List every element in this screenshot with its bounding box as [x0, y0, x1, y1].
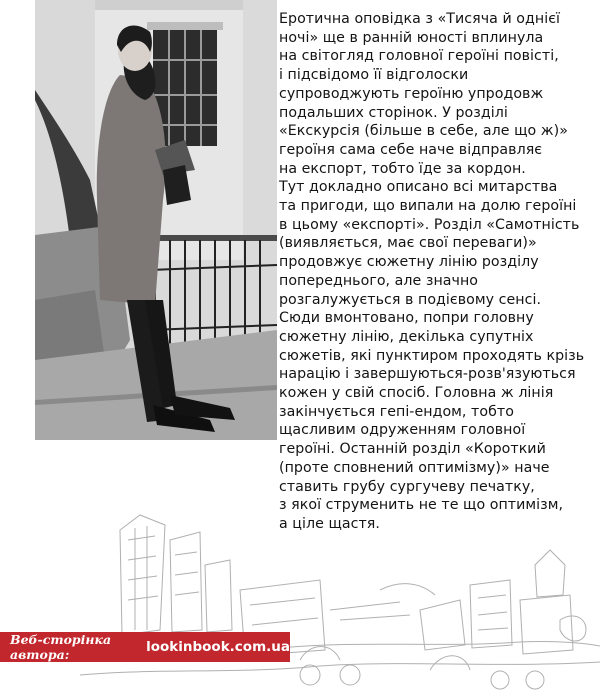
author-photo [35, 0, 277, 440]
body-line: ночі» ще в ранній юності вплинула [279, 29, 544, 46]
body-line: попереднього, але значно [279, 272, 479, 289]
body-line: «Екскурсія (більше в себе, але що ж)» [279, 123, 568, 140]
body-line: на експорт, тобто їде за кордон. [279, 160, 526, 177]
body-line: Еротична оповідка з «Тисяча й однієї [279, 11, 561, 27]
body-line: кожен у свій спосіб. Головна ж лінія [279, 385, 554, 402]
body-line: ставить грубу сургучеву печатку, [279, 478, 535, 495]
body-line: Сюди вмонтовано, попри головну [279, 310, 534, 327]
body-line: (проте сповнений оптимізму)» наче [279, 459, 550, 476]
body-line: щасливим одруженням головної [279, 422, 526, 439]
body-line: Тут докладно описано всі митарства [279, 179, 558, 196]
body-line: і підсвідомо її відголоски [279, 67, 469, 84]
body-line: на світогляд головної героїні повісті, [279, 48, 559, 65]
body-line: з якої струменить не те що оптимізм, [279, 497, 564, 514]
body-line: героїні. Останній розділ «Короткий [279, 441, 546, 458]
body-line: сюжетну лінію, декілька супутніх [279, 328, 534, 345]
body-line: сюжетів, які пунктиром проходять крізь [279, 347, 585, 364]
body-line: супроводжують героїню упродовж [279, 85, 544, 102]
body-line: та пригоди, що випали на долю героїні [279, 198, 577, 215]
body-line: закінчується гепі-ендом, тобто [279, 403, 514, 420]
body-line: продовжує сюжетну лінію розділу [279, 254, 539, 271]
website-link[interactable]: lookinbook.com.ua [146, 639, 290, 655]
author-website-banner [0, 632, 290, 662]
body-line: нарацію і завершуються-розв'язуються [279, 366, 576, 383]
body-line: а ціле щастя. [279, 515, 380, 532]
body-line: героїня сама себе наче відправляє [279, 141, 543, 158]
body-line: подальших сторінок. У розділі [279, 104, 508, 121]
body-line: (виявляється, має свої переваги)» [279, 235, 537, 252]
body-line: розгалужується в подієвому сенсі. [279, 291, 541, 308]
body-text [279, 10, 589, 534]
website-label: Веб-сторінка автора: [10, 632, 112, 662]
body-line: в цьому «експорті». Розділ «Самотність [279, 216, 580, 233]
city-sketch [80, 470, 600, 696]
